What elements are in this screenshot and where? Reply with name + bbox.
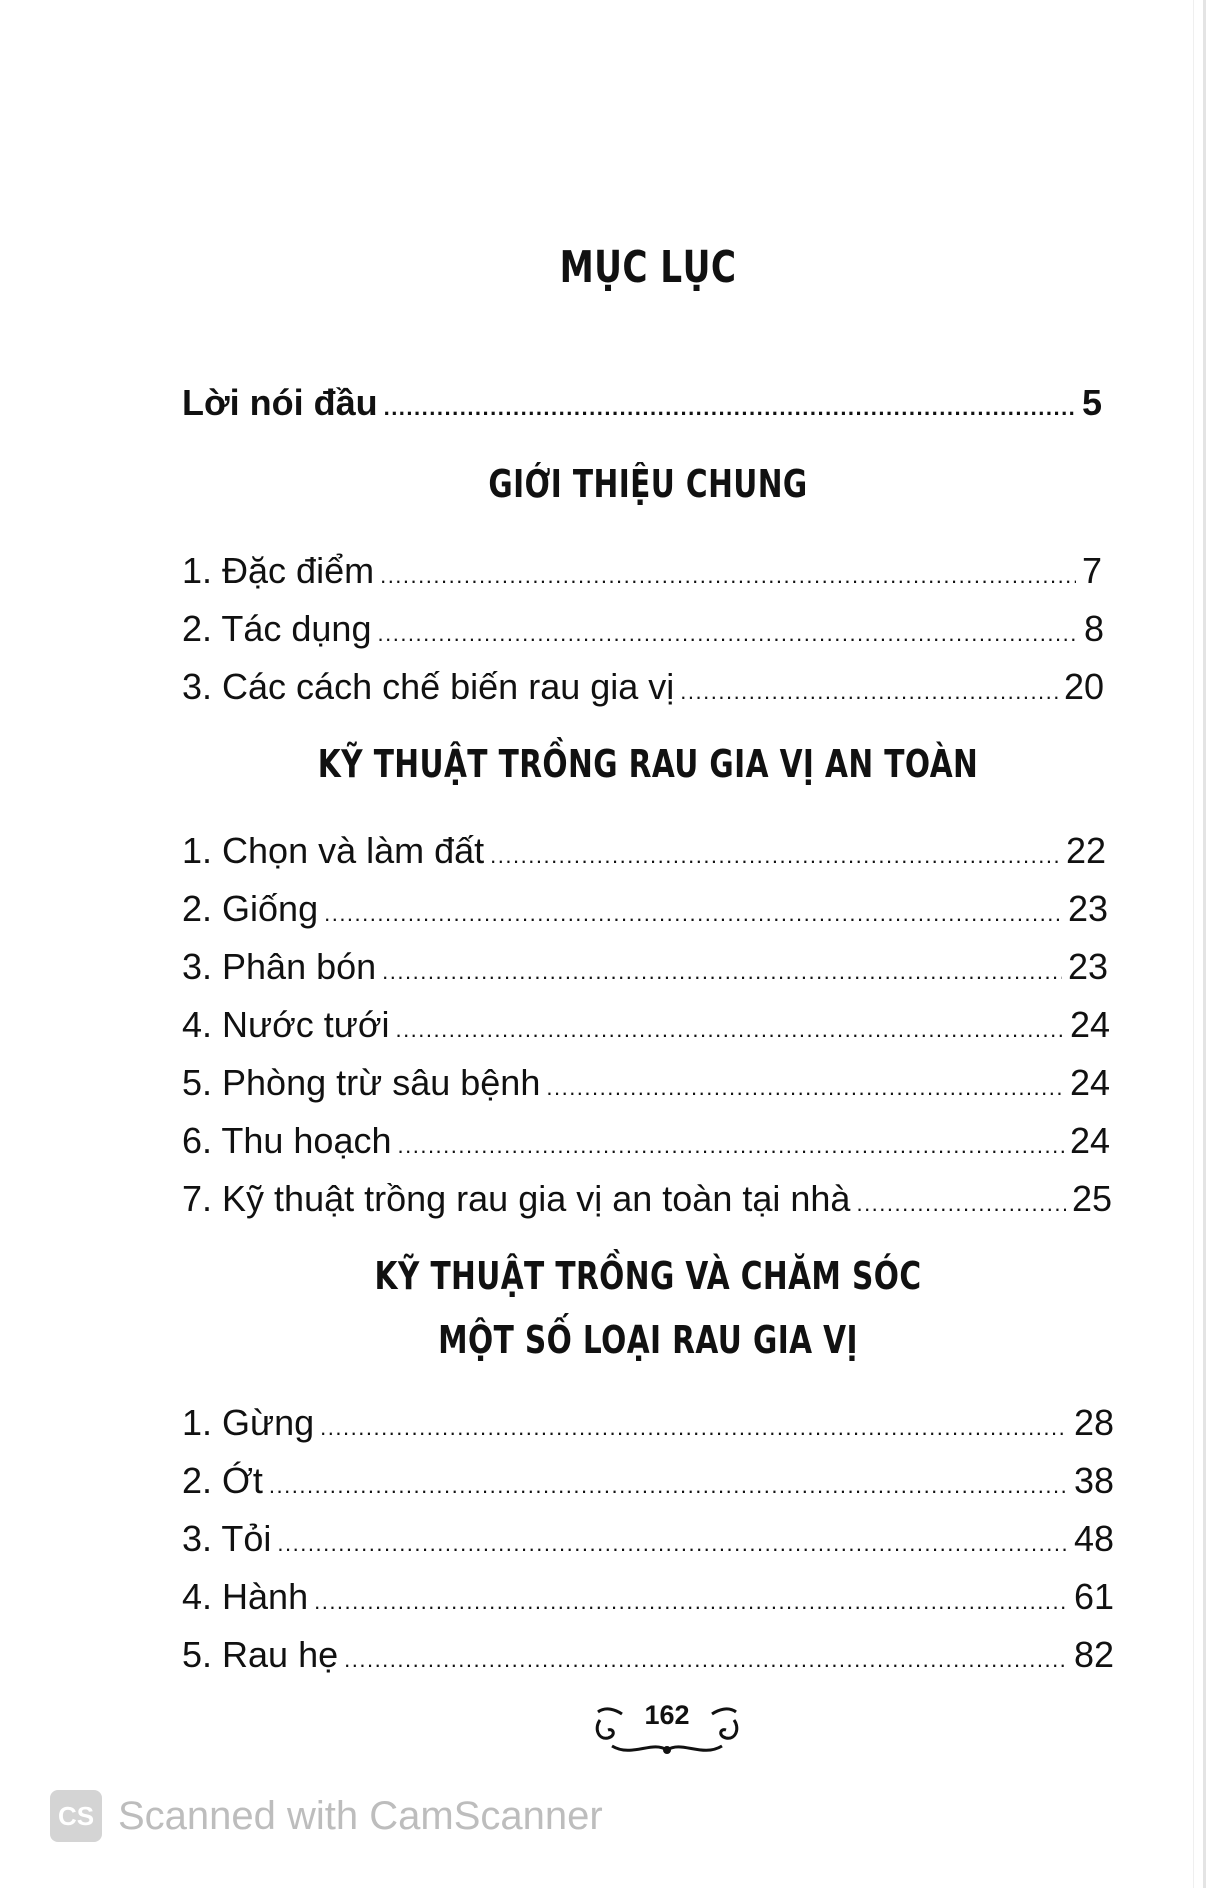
toc-entry-page: 5 xyxy=(1081,382,1102,423)
section-heading-1: GIỚI THIỆU CHUNG xyxy=(488,462,808,506)
toc-entry xyxy=(182,1630,1114,1680)
toc-entry-page: 24 xyxy=(1069,1004,1110,1045)
leader-dots xyxy=(384,383,1076,433)
page-title: MỤC LỤC xyxy=(559,242,737,293)
toc-entry-label: 4. Nước tưới xyxy=(182,1004,390,1045)
toc-entry xyxy=(182,884,1108,934)
toc-entry xyxy=(182,604,1104,654)
toc-entry xyxy=(182,1058,1110,1108)
section-heading-3-line2: MỘT SỐ LOẠI RAU GIA VỊ xyxy=(438,1318,858,1362)
page-edge-line xyxy=(1193,0,1194,1888)
toc-entry-page: 22 xyxy=(1065,830,1106,871)
page-edge xyxy=(1203,0,1206,1888)
toc-entry xyxy=(182,1116,1110,1166)
page-number-ornament xyxy=(592,1700,742,1760)
toc-entry-label: 3. Các cách chế biến rau gia vị xyxy=(182,666,675,707)
toc-entry-label: 5. Rau hẹ xyxy=(182,1634,339,1675)
toc-entry xyxy=(182,1572,1114,1622)
toc-entry-label: 5. Phòng trừ sâu bệnh xyxy=(182,1062,541,1103)
toc-entry xyxy=(182,826,1106,876)
toc-entry-label: 6. Thu hoạch xyxy=(182,1120,392,1161)
toc-entry-page: 23 xyxy=(1067,888,1108,929)
toc-entry-page: 48 xyxy=(1073,1518,1114,1559)
toc-entry-label: 3. Phân bón xyxy=(182,946,377,987)
toc-entry-page: 28 xyxy=(1073,1402,1114,1443)
toc-entry-page: 20 xyxy=(1063,666,1104,707)
leader-dots xyxy=(395,1005,1064,1055)
toc-entry-label: Lời nói đầu xyxy=(182,382,378,423)
toc-entry-label: 2. Giống xyxy=(182,888,319,929)
section-heading-3-line1: KỸ THUẬT TRỒNG VÀ CHĂM SÓC xyxy=(374,1254,922,1298)
leader-dots xyxy=(269,1461,1068,1511)
leader-dots xyxy=(377,609,1077,659)
toc-entry-label: 4. Hành xyxy=(182,1576,309,1617)
toc-entry-page: 7 xyxy=(1081,550,1102,591)
camscanner-watermark xyxy=(50,1788,603,1844)
toc-entry-preface xyxy=(182,378,1102,428)
leader-dots xyxy=(680,667,1058,717)
toc-entry-page: 61 xyxy=(1073,1576,1114,1617)
leader-dots xyxy=(277,1519,1068,1569)
leader-dots xyxy=(490,831,1060,881)
leader-dots xyxy=(856,1179,1066,1229)
toc-entry-page: 8 xyxy=(1083,608,1104,649)
toc-entry xyxy=(182,1398,1114,1448)
leader-dots xyxy=(382,947,1062,997)
leader-dots xyxy=(314,1577,1068,1627)
toc-entry-page: 24 xyxy=(1069,1120,1110,1161)
toc-entry-label: 7. Kỹ thuật trồng rau gia vị an toàn tại nhà xyxy=(182,1178,851,1219)
toc-entry-label: 2. Tác dụng xyxy=(182,608,372,649)
toc-entry-page: 82 xyxy=(1073,1634,1114,1675)
toc-entry-page: 23 xyxy=(1067,946,1108,987)
toc-entry-label: 1. Gừng xyxy=(182,1402,315,1443)
toc-entry xyxy=(182,546,1102,596)
camscanner-logo: CS xyxy=(50,1790,102,1842)
toc-entry xyxy=(182,1514,1114,1564)
leader-dots xyxy=(320,1403,1068,1453)
toc-entry-label: 1. Đặc điểm xyxy=(182,550,375,591)
toc-entry xyxy=(182,1456,1114,1506)
watermark-text: Scanned with CamScanner xyxy=(118,1793,603,1838)
toc-entry-page: 38 xyxy=(1073,1460,1114,1501)
leader-dots xyxy=(380,551,1076,601)
leader-dots xyxy=(324,889,1062,939)
toc-entry-page: 24 xyxy=(1069,1062,1110,1103)
section-heading-2: KỸ THUẬT TRỒNG RAU GIA VỊ AN TOÀN xyxy=(317,742,979,786)
toc-entry-label: 3. Tỏi xyxy=(182,1518,272,1559)
toc-entry xyxy=(182,1174,1112,1224)
toc-entry-label: 2. Ớt xyxy=(182,1460,263,1501)
toc-entry xyxy=(182,1000,1110,1050)
leader-dots xyxy=(344,1635,1068,1685)
toc-entry-label: 1. Chọn và làm đất xyxy=(182,830,485,871)
toc-entry xyxy=(182,942,1108,992)
toc-entry xyxy=(182,662,1104,712)
leader-dots xyxy=(546,1063,1064,1113)
leader-dots xyxy=(398,1121,1064,1171)
page-number: 162 xyxy=(644,1700,690,1730)
toc-entry-page: 25 xyxy=(1071,1178,1112,1219)
